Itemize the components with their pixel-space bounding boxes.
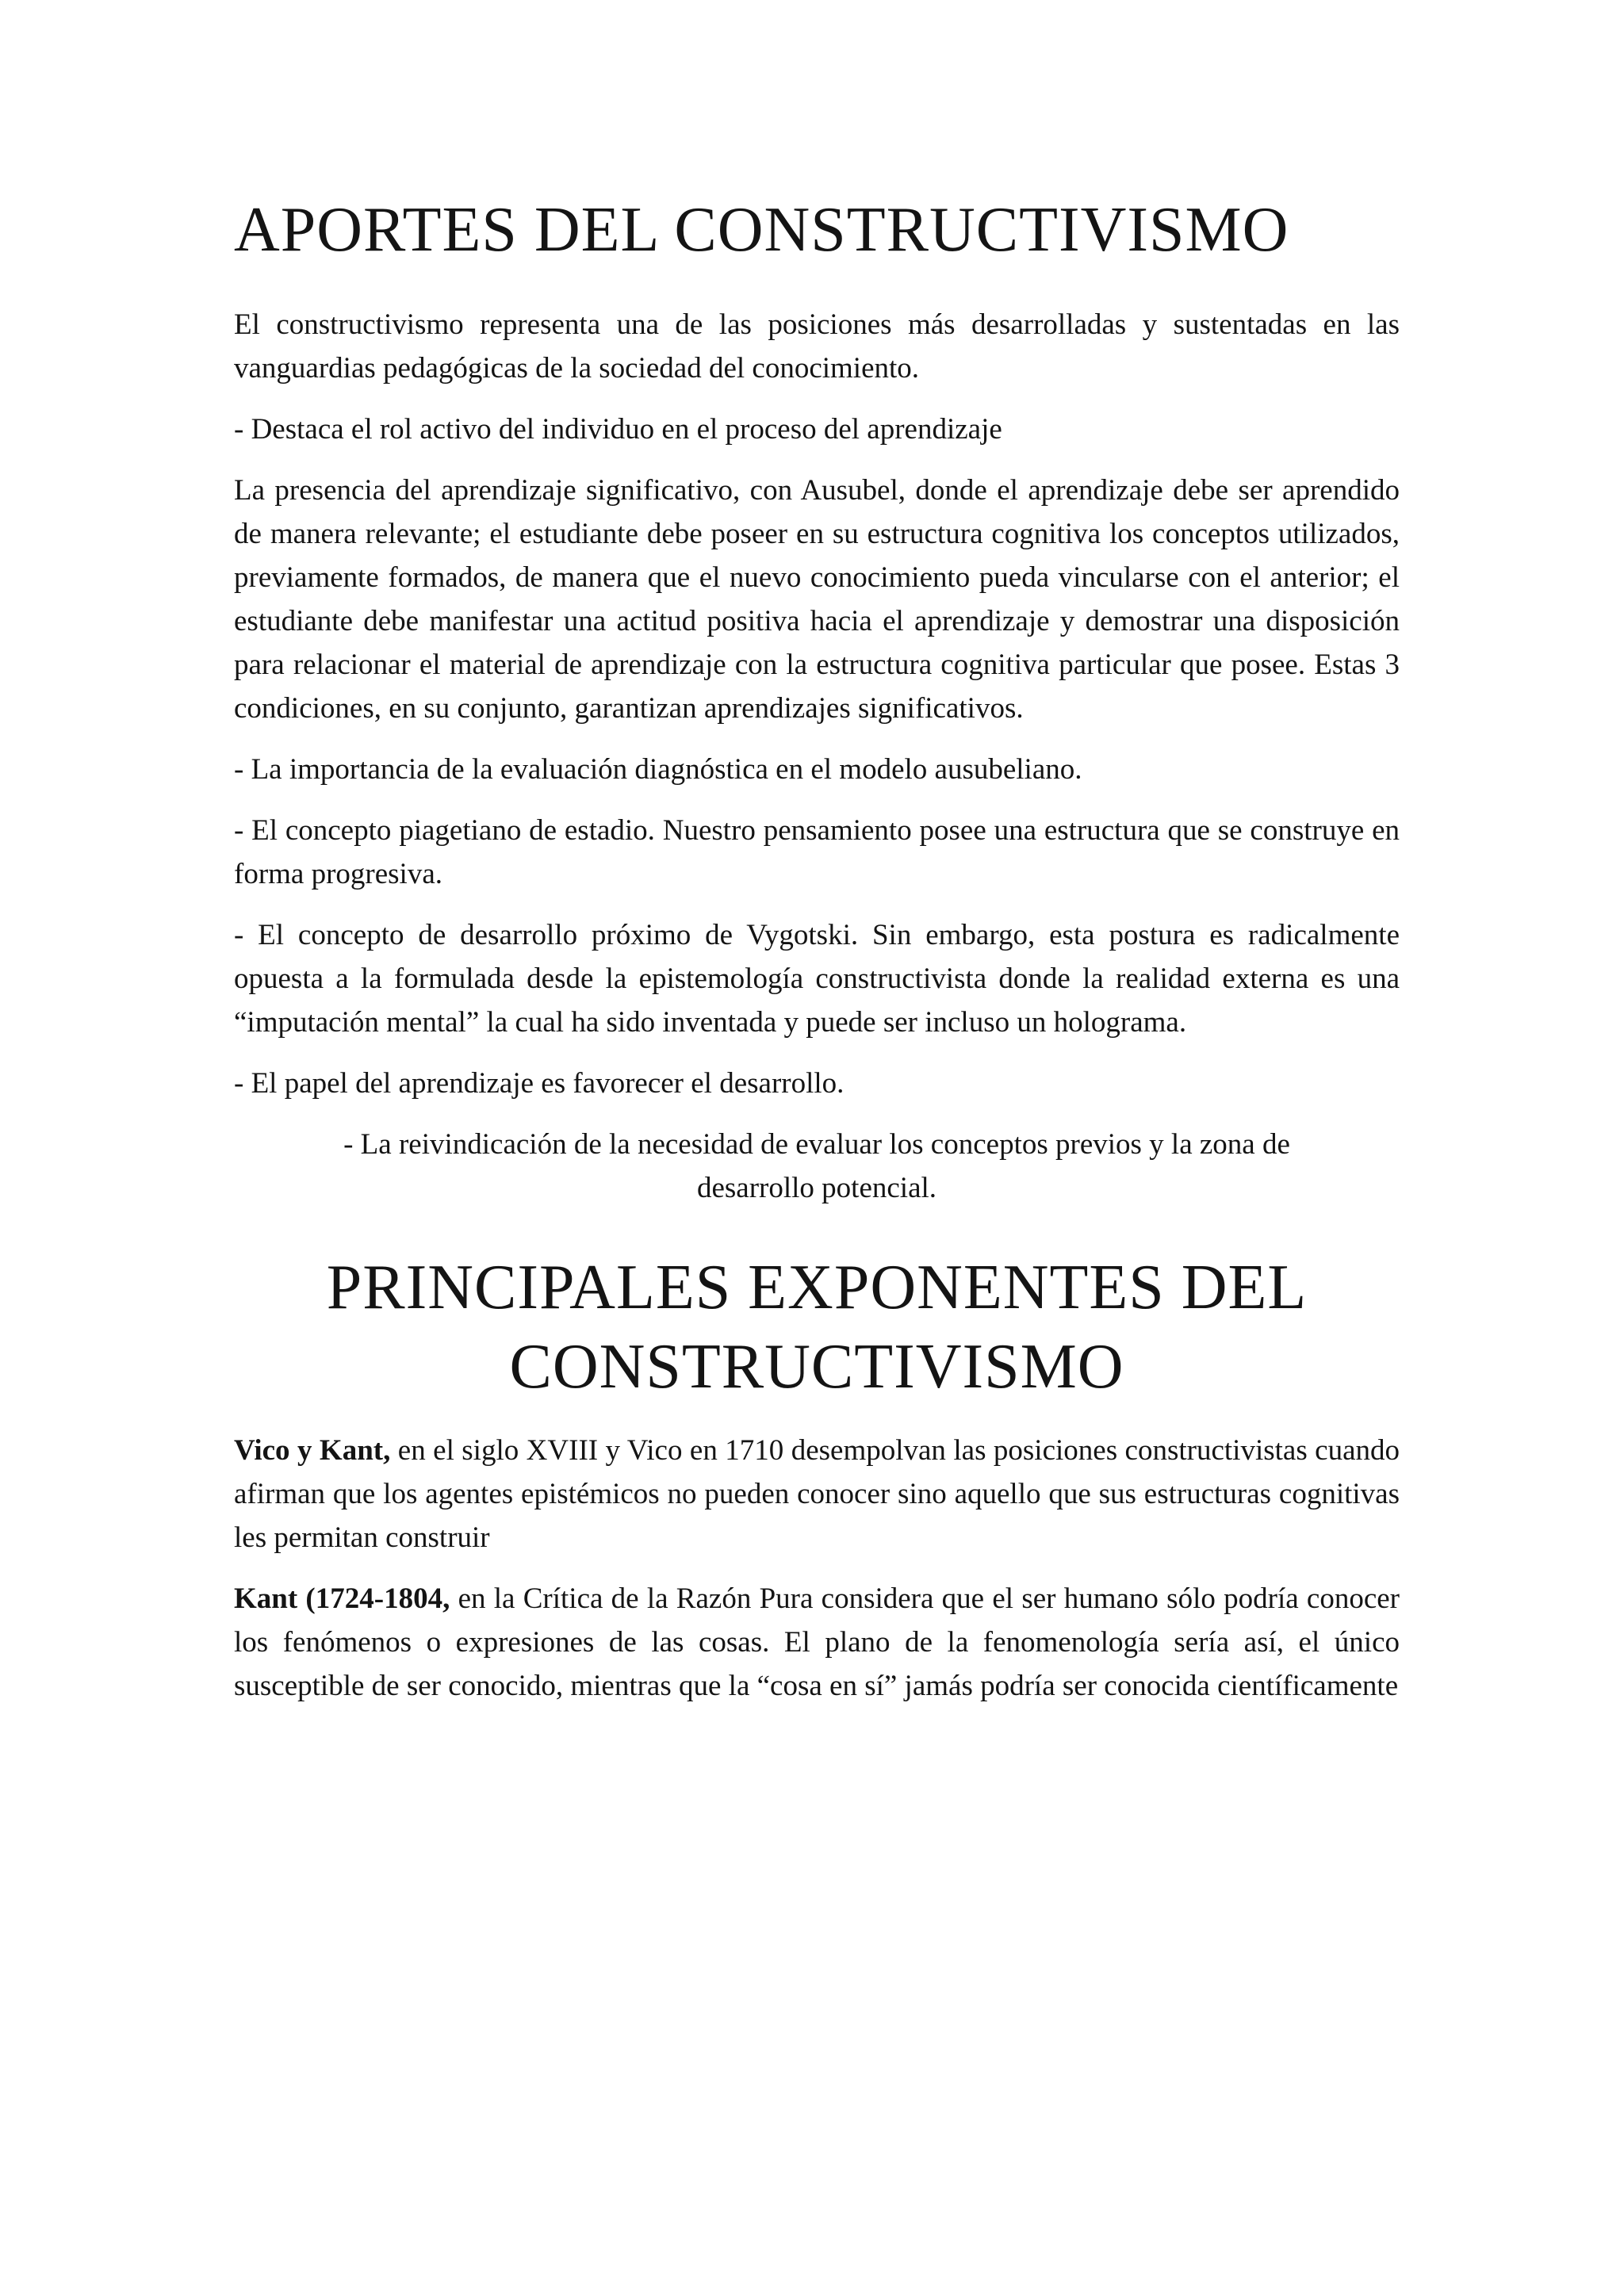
paragraph-intro: El constructivismo representa una de las posiciones más desarrolladas y sustentadas en las vanguardias pedagógicas de la sociedad del conocimiento. (234, 308, 1400, 385)
document-content (234, 190, 1400, 1708)
section-title-exponentes-line2: CONSTRUCTIVISMO (509, 1332, 1124, 1402)
bullet-rol-activo: - Destaca el rol activo del individuo en el proceso del aprendizaje (234, 413, 1002, 446)
entry-text: en la Crítica de la Razón Pura considera que el ser humano sólo podría conocer los fenómenos o expresiones de las cosas. El plano de la fenomenología sería así, el único susceptible de ser conocido, mientras que la “cosa en sí” jamás podría ser conocida científicamente (234, 1582, 1400, 1702)
bullet-evaluacion-diagnostica: - La importancia de la evaluación diagnóstica en el modelo ausubeliano. (234, 753, 1082, 786)
bullet-reivindicacion: - La reivindicación de la necesidad de evaluar los conceptos previos y la zona de desarrollo potencial. (343, 1128, 1290, 1204)
paragraph-ausubel: La presencia del aprendizaje significativo, con Ausubel, donde el aprendizaje debe ser aprendido de manera relevante; el estudiante debe poseer en su estructura cognitiva los conceptos utilizados, previamente formados, de manera que el nuevo conocimiento pueda vincularse con el anterior; el estudiante debe manifestar una actitud positiva hacia el aprendizaje y demostrar una disposición para relacionar el material de aprendizaje con la estructura cognitiva particular que posee. Estas 3 condiciones, en su conjunto, garantizan aprendizajes significativos. (234, 474, 1400, 725)
bullet-piaget-estadio: - El concepto piagetiano de estadio. Nuestro pensamiento posee una estructura que se construye en forma progresiva. (234, 814, 1400, 890)
entry-kant (234, 1577, 1400, 1708)
bullet-vygotski: - El concepto de desarrollo próximo de Vygotski. Sin embargo, esta postura es radicalmente opuesta a la formulada desde la epistemología constructivista donde la realidad externa es una “imputación mental” la cual ha sido inventada y puede ser incluso un holograma. (234, 919, 1400, 1039)
entry-lead: Kant (1724-1804, (234, 1582, 450, 1615)
section-title-exponentes-line1: PRINCIPALES EXPONENTES DEL (326, 1253, 1308, 1322)
section-title-aportes: APORTES DEL CONSTRUCTIVISMO (234, 195, 1289, 265)
entry-lead: Vico y Kant, (234, 1434, 391, 1467)
entry-text: en el siglo XVIII y Vico en 1710 desempolvan las posiciones constructivistas cuando afirman que los agentes epistémicos no pueden conocer sino aquello que sus estructuras cognitivas les permitan construir (234, 1434, 1400, 1554)
bullet-papel-aprendizaje: - El papel del aprendizaje es favorecer el desarrollo. (234, 1067, 845, 1100)
entry-vico-kant (234, 1429, 1400, 1559)
